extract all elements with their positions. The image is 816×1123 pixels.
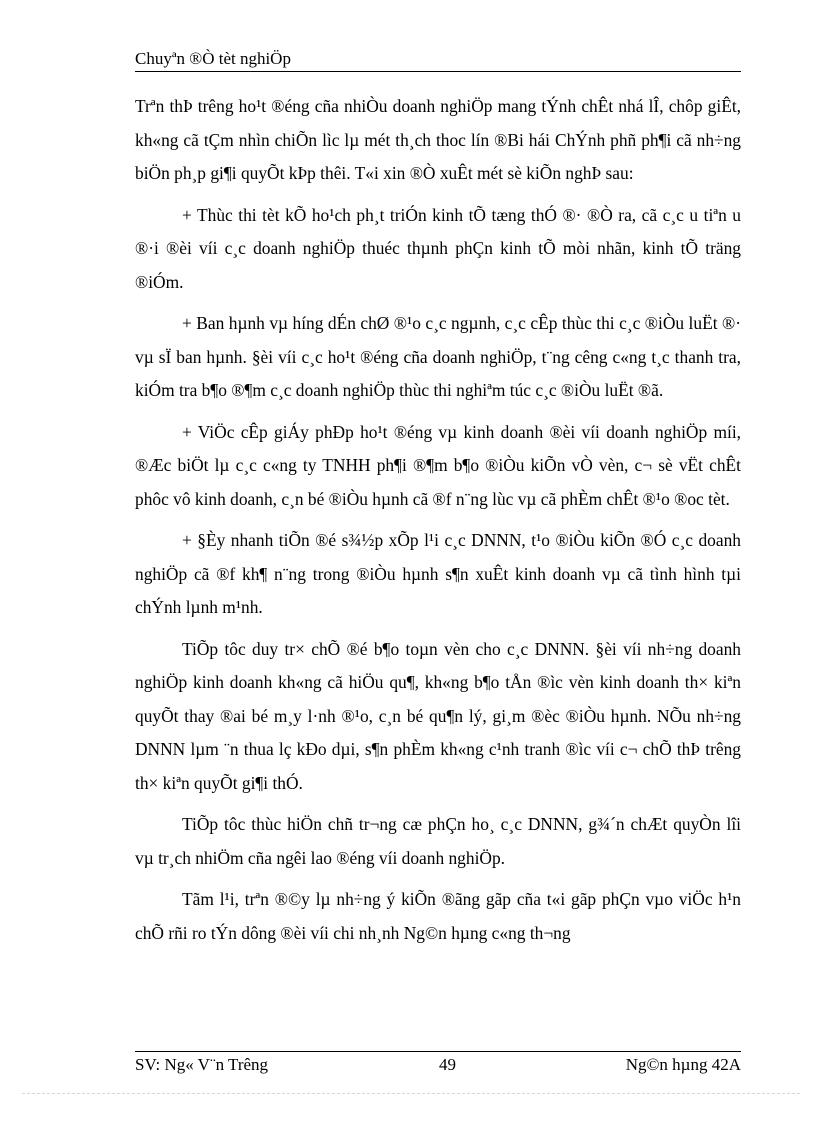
paragraph: TiÕp tôc duy tr× chÕ ®é b¶o toµn vèn cho c¸c DNNN. §èi víi nh÷ng doanh nghiÖp kinh doanh kh«ng cã hiÖu qu¶, kh«ng b¶o tÅn ®ìc vèn kinh doanh th× kiªn quyÕt thay ®ai bé m¸y l·nh ®¹o, c¸n bé qu¶n lý, gi¸m ®èc ®iÒu hµnh. NÕu nh÷ng DNNN lµm ¨n thua lç kÐo dµi, s¶n phÈm kh«ng c¹nh tranh ®ìc víi c¬ chÕ thÞ trêng th× kiªn quyÕt gi¶i thÓ. bbox=[135, 638, 741, 793]
page-header bbox=[135, 48, 741, 70]
page-footer bbox=[135, 1054, 741, 1078]
paragraph: Trªn thÞ trêng ho¹t ®éng cña nhiÒu doanh nghiÖp mang tÝnh chÊt nhá lÎ, chôp giÊt, kh«ng cã tÇm nhìn chiÕn lìc lµ mét th¸ch thoc lín ®Bi hái ChÝnh phñ ph¶i cã nh÷ng biÖn ph¸p gi¶i quyÕt kÞp thêi. T«i xin ®Ò xuÊt mét sè kiÕn nghÞ sau: bbox=[135, 96, 741, 183]
paragraph: + ViÖc cÊp giÁy phÐp ho¹t ®éng vµ kinh doanh ®èi víi doanh nghiÖp míi, ®Æc biÖt lµ c¸c c«ng ty TNHH ph¶i ®¶m b¶o ®iÒu kiÕn vÒ vèn, c¬ sè vËt chÊt phôc vô kinh doanh, c¸n bé ®iÒu hµnh cã ®f n¨ng lùc vµ cã phÈm chÊt ®¹o ®oc tèt. bbox=[135, 421, 741, 509]
header-divider bbox=[135, 71, 741, 72]
paragraph: + Ban hµnh vµ híng dÉn chØ ®¹o c¸c ngµnh, c¸c cÊp thùc thi c¸c ®iÒu luËt ®· vµ sÏ ban hµnh. §èi víi c¸c ho¹t ®éng cña doanh nghiÖp, t¨ng cêng c«ng t¸c thanh tra, kiÓm tra b¶o ®¶m c¸c doanh nghiÖp thùc thi nghiªm túc c¸c ®iÒu luËt ®ã. bbox=[135, 313, 741, 400]
page-number: 49 bbox=[439, 1055, 456, 1074]
header-title: Chuyªn ®Ò tèt nghiÖp bbox=[135, 49, 291, 68]
footer-divider bbox=[135, 1051, 741, 1052]
footer-author: SV: Ng« V¨n Trêng bbox=[135, 1055, 269, 1074]
footer-class: Ng©n hµng 42A bbox=[625, 1055, 741, 1074]
document-body bbox=[135, 90, 741, 958]
paragraph: + Thùc thi tèt kÕ ho¹ch ph¸t triÓn kinh tÕ tæng thÓ ®· ®Ò ra, cã c¸c u tiªn u ®·i ®èi víi c¸c doanh nghiÖp thuéc thµnh phÇn kinh tÕ mòi nhãn, kinh tÕ träng ®iÓm. bbox=[135, 204, 741, 292]
page-boundary bbox=[22, 1093, 800, 1094]
paragraph: Tãm l¹i, trªn ®©y lµ nh÷ng ý kiÕn ®ãng gãp cña t«i gãp phÇn vµo viÖc h¹n chÕ rñi ro tÝn dông ®èi víi chi nh¸nh Ng©n hµng c«ng th¬ng bbox=[135, 889, 741, 943]
paragraph: + §Èy nhanh tiÕn ®é s¾½p xÕp l¹i c¸c DNNN, t¹o ®iÒu kiÕn ®Ó c¸c doanh nghiÖp cã ®f kh¶ n¨ng trong ®iÒu hµnh s¶n xuÊt kinh doanh vµ cã tình hình tµi chÝnh lµnh m¹nh. bbox=[135, 530, 741, 617]
paragraph: TiÕp tôc thùc hiÖn chñ tr¬ng cæ phÇn ho¸ c¸c DNNN, g¾´n chÆt quyÒn lîi vµ tr¸ch nhiÖm cña ngêi lao ®éng víi doanh nghiÖp. bbox=[135, 814, 741, 868]
